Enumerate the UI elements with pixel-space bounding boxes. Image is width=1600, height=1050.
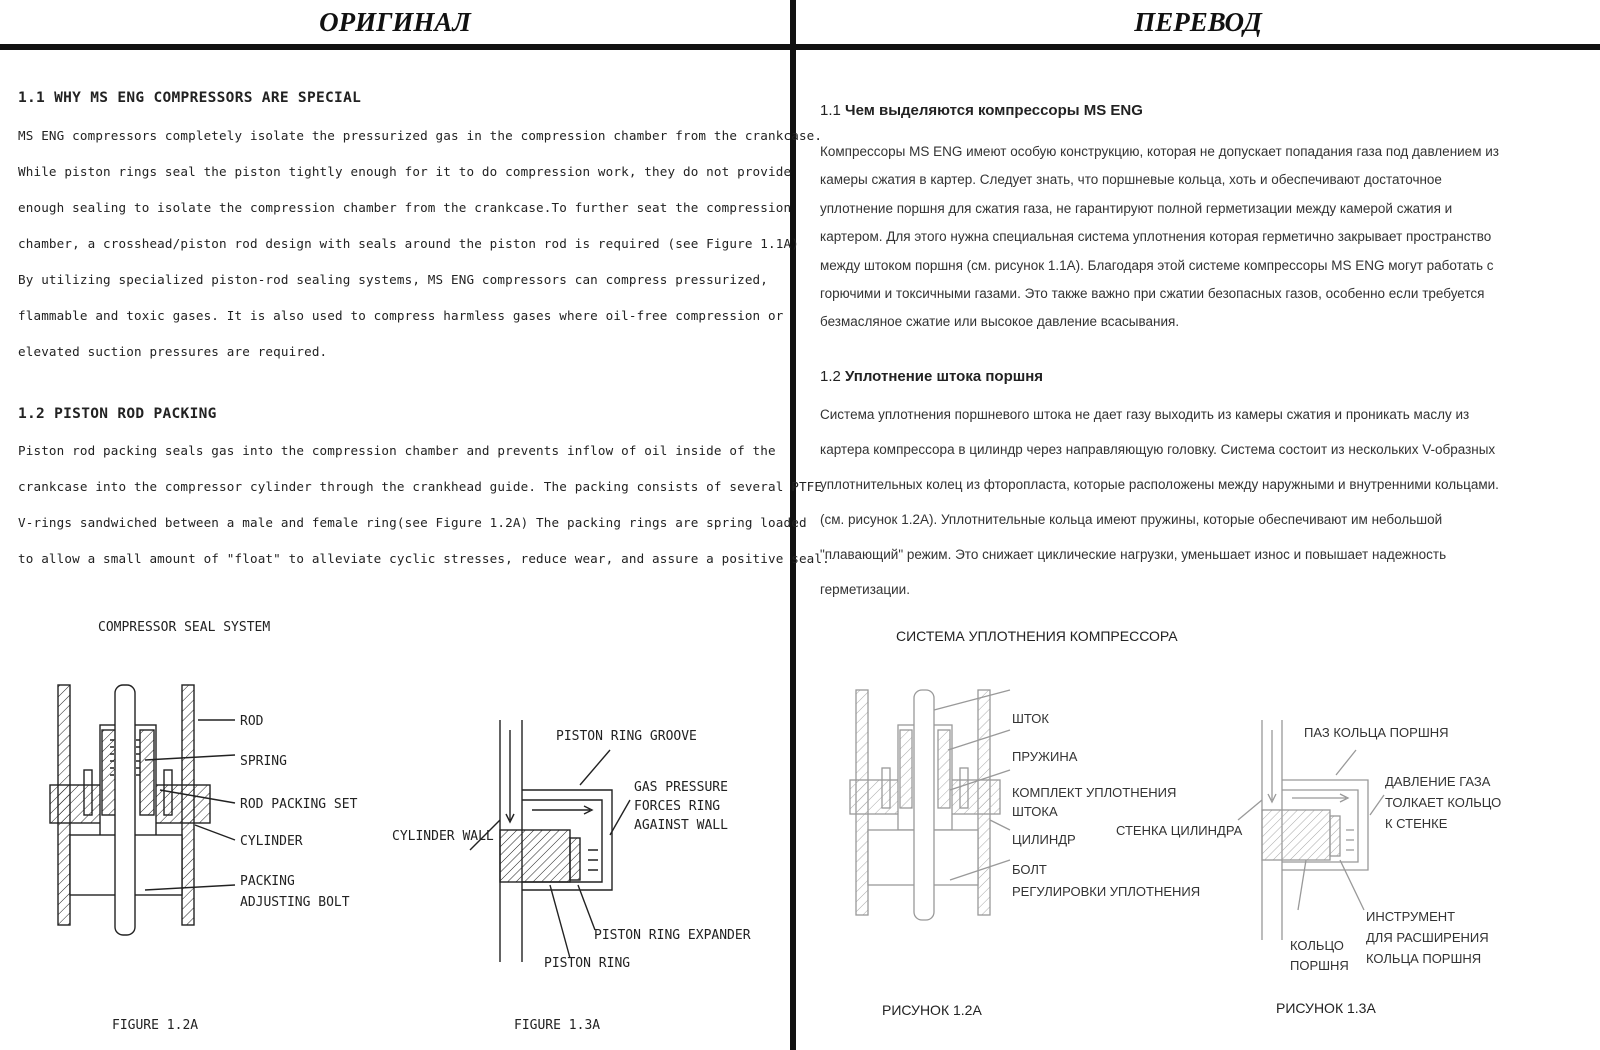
original-caption-1-3a: FIGURE 1.3A bbox=[514, 1018, 601, 1033]
original-label-adjusting-bolt: ADJUSTING BOLT bbox=[240, 895, 350, 910]
original-figure-title: COMPRESSOR SEAL SYSTEM bbox=[98, 620, 271, 635]
translation-caption-1-2a: РИСУНОК 1.2А bbox=[882, 1002, 982, 1018]
translation-label-packing-set: КОМПЛЕКТ УПЛОТНЕНИЯ bbox=[1012, 785, 1177, 800]
translation-label-gas-2: ТОЛКАЕТ КОЛЬЦО bbox=[1385, 795, 1502, 810]
translation-section-1-title bbox=[820, 102, 1143, 119]
original-label-against-wall: AGAINST WALL bbox=[634, 818, 728, 833]
translation-s2-line: уплотнительных колец из фторопласта, которые расположены между наружными и внутренними кольцами. bbox=[820, 477, 1499, 492]
original-s1-line: While piston rings seal the piston tightly enough for it to do compression work, they do not provide bbox=[18, 164, 792, 179]
original-section-2-title: 1.2 PISTON ROD PACKING bbox=[18, 406, 217, 422]
translation-label-cylinder: ЦИЛИНДР bbox=[1012, 832, 1076, 847]
original-label-rod-packing-set: ROD PACKING SET bbox=[240, 797, 358, 812]
original-label-cylinder: CYLINDER bbox=[240, 834, 303, 849]
translation-label-ring-2: ПОРШНЯ bbox=[1290, 958, 1349, 973]
original-section-1-body bbox=[18, 118, 822, 370]
translation-s1-line: безмасляное сжатие или высокое давление всасывания. bbox=[820, 314, 1180, 330]
translation-label-cylinder-wall: СТЕНКА ЦИЛИНДРА bbox=[1116, 823, 1243, 838]
original-label-forces-ring: FORCES RING bbox=[634, 799, 721, 814]
translation-label-tool-3: КОЛЬЦА ПОРШНЯ bbox=[1366, 951, 1482, 966]
original-label-rod: ROD bbox=[240, 714, 264, 729]
translation-s1-line: Компрессоры MS ENG имеют особую конструкцию, которая не допускает попадания газа под давлением из bbox=[820, 144, 1499, 159]
original-label-gas-pressure: GAS PRESSURE bbox=[634, 780, 728, 795]
translation-label-bolt: БОЛТ bbox=[1012, 862, 1047, 877]
translation-label-bolt-2: РЕГУЛИРОВКИ УПЛОТНЕНИЯ bbox=[1012, 884, 1201, 899]
original-s1-line: elevated suction pressures are required. bbox=[18, 344, 328, 359]
translation-section-2-title bbox=[820, 368, 1043, 385]
translation-s2-line: картера компрессора в цилиндр через направляющую головку. Система состоит из нескольких V-образных bbox=[820, 442, 1496, 457]
original-s1-line: MS ENG compressors completely isolate the pressurized gas in the compression chamber from the crankcase. bbox=[18, 128, 823, 143]
original-section-1-title: 1.1 WHY MS ENG COMPRESSORS ARE SPECIAL bbox=[18, 90, 362, 106]
original-label-piston-ring-expander: PISTON RING EXPANDER bbox=[594, 928, 751, 943]
translation-s2-line: "плавающий" режим. Это снижает циклические нагрузки, уменьшает износ и повышает надежность bbox=[820, 547, 1447, 562]
translation-label-tool-2: ДЛЯ РАСШИРЕНИЯ bbox=[1366, 930, 1489, 945]
original-label-cylinder-wall: CYLINDER WALL bbox=[392, 829, 494, 844]
original-s2-line: Piston rod packing seals gas into the compression chamber and prevents inflow of oil inside of the bbox=[18, 443, 776, 458]
translation-s2-line: герметизации. bbox=[820, 582, 910, 597]
translation-label-tool-1: ИНСТРУМЕНТ bbox=[1366, 909, 1456, 924]
original-s1-line: chamber, a crosshead/piston rod design with seals around the piston rod is required (see Figure 1.1A) bbox=[18, 236, 799, 251]
original-s1-line: By utilizing specialized piston-rod sealing systems, MS ENG compressors can compress pressurized, bbox=[18, 272, 769, 287]
translation-s1-line: камеры сжатия в картер. Следует знать, что поршневые кольца, хоть и обеспечивают достаточное bbox=[820, 172, 1442, 188]
original-header: ОРИГИНАЛ bbox=[0, 0, 790, 50]
original-label-spring: SPRING bbox=[240, 754, 287, 769]
translation-label-gas-3: К СТЕНКЕ bbox=[1385, 816, 1448, 831]
original-label-piston-ring-groove: PISTON RING GROOVE bbox=[556, 729, 697, 744]
translation-section-1-body bbox=[820, 138, 1499, 337]
translation-figure-title: СИСТЕМА УПЛОТНЕНИЯ КОМПРЕССОРА bbox=[896, 628, 1178, 644]
original-s2-line: to allow a small amount of "float" to alleviate cyclic stresses, reduce wear, and assure a positive seal. bbox=[18, 551, 830, 566]
translation-s1-title-text: Чем выделяются компрессоры MS ENG bbox=[845, 102, 1143, 119]
translation-section-2-body bbox=[820, 397, 1499, 607]
translation-s1-line: уплотнение поршня для сжатия газа, не гарантируют полной герметизации между камерой сжатия и bbox=[820, 200, 1453, 216]
translation-label-spring: ПРУЖИНА bbox=[1012, 749, 1078, 764]
translation-s1-line: горючими и токсичными газами. Это также важно при сжатии безопасных газов, особенно если требуется bbox=[820, 286, 1485, 302]
original-caption-1-2a: FIGURE 1.2A bbox=[112, 1018, 199, 1033]
translation-caption-1-3a: РИСУНОК 1.3А bbox=[1276, 1000, 1376, 1016]
original-s1-line: flammable and toxic gases. It is also used to compress harmless gases where oil-free compression or bbox=[18, 308, 784, 323]
translation-s1-number: 1.1 bbox=[820, 102, 841, 119]
translation-header: ПЕРЕВОД bbox=[796, 0, 1600, 50]
original-s2-line: crankcase into the compressor cylinder through the crankhead guide. The packing consists of several PTFE bbox=[18, 479, 823, 494]
translation-label-gas-1: ДАВЛЕНИЕ ГАЗА bbox=[1385, 774, 1491, 789]
translation-s2-number: 1.2 bbox=[820, 368, 841, 385]
translation-s2-line: (см. рисунок 1.2A). Уплотнительные кольца имеют пружины, которые обеспечивают им небольшой bbox=[820, 512, 1443, 527]
translation-s2-line: Система уплотнения поршневого штока не дает газу выходить из камеры сжатия и проникать маслу из bbox=[820, 407, 1470, 422]
translation-s1-line: между штоком поршня (см. рисунок 1.1A). Благодаря этой системе компрессоры MS ENG могут работать с bbox=[820, 257, 1494, 273]
original-label-piston-ring: PISTON RING bbox=[544, 956, 631, 971]
original-s1-line: enough sealing to isolate the compression chamber from the crankcase.To further seat the compression bbox=[18, 200, 792, 215]
translation-s1-line: картером. Для этого нужна специальная система уплотнения которая герметично закрывает пространство bbox=[820, 229, 1492, 245]
original-label-packing: PACKING bbox=[240, 874, 295, 889]
translation-s2-title-text: Уплотнение штока поршня bbox=[845, 368, 1044, 385]
translation-label-ring-1: КОЛЬЦО bbox=[1290, 938, 1344, 953]
original-column bbox=[0, 50, 830, 1050]
translation-label-rod: ШТОК bbox=[1012, 711, 1049, 726]
translation-column bbox=[796, 50, 1600, 1050]
translation-label-groove: ПАЗ КОЛЬЦА ПОРШНЯ bbox=[1304, 725, 1449, 740]
original-s2-line: V-rings sandwiched between a male and female ring(see Figure 1.2A) The packing rings are spring loaded bbox=[18, 515, 807, 530]
translation-label-packing-set-2: ШТОКА bbox=[1012, 804, 1058, 819]
original-section-2-body bbox=[18, 433, 830, 577]
